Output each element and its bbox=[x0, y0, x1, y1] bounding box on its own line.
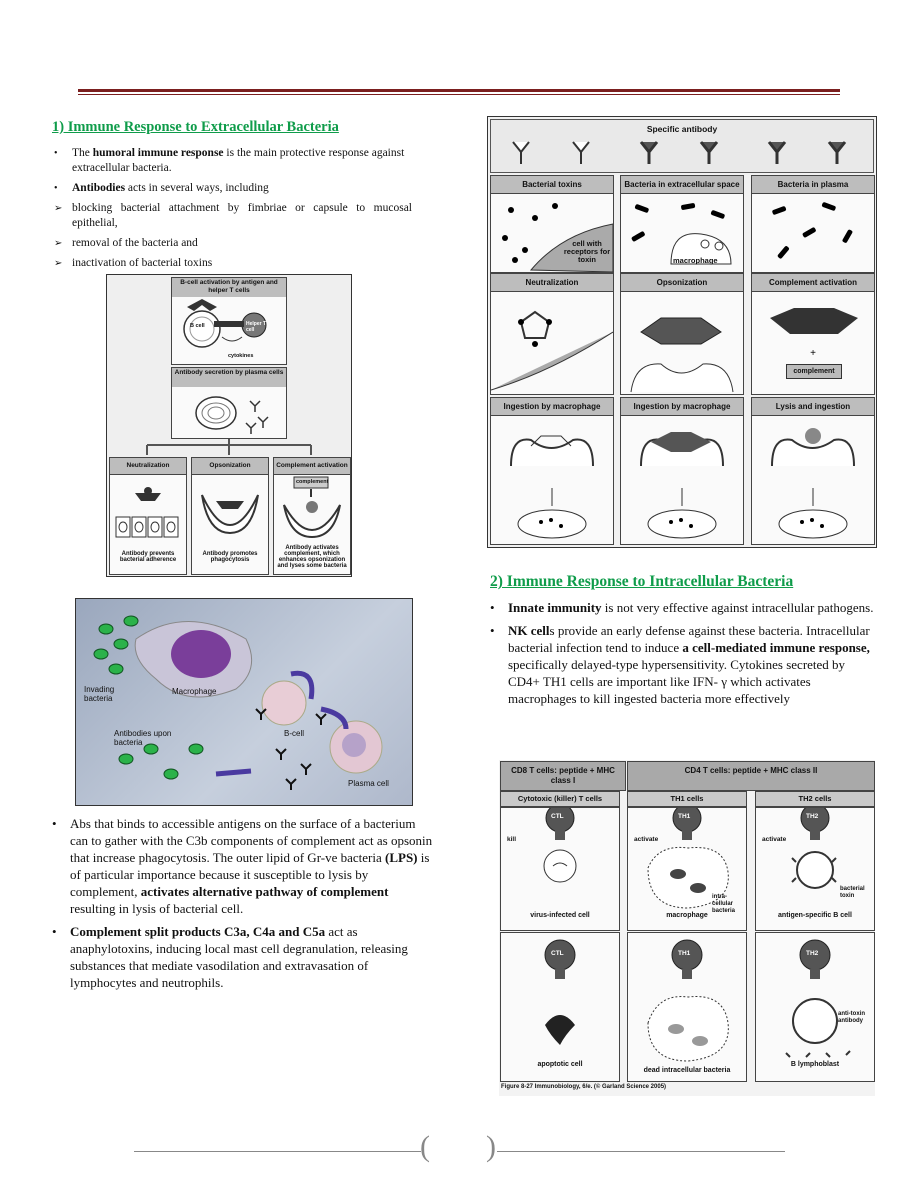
ab-cell-art bbox=[621, 416, 743, 544]
ab-cell-header: Ingestion by macrophage bbox=[491, 398, 613, 416]
ab-cell-header: Bacteria in plasma bbox=[752, 176, 874, 194]
cd4-group-box bbox=[627, 761, 875, 791]
tcell-col-header: Cytotoxic (killer) T cells bbox=[500, 791, 620, 807]
bold-text: NK cell bbox=[508, 623, 550, 638]
bcell-column-caption: Antibody activates complement, which enhances opsonization and lyses some bacteria bbox=[277, 545, 347, 569]
specific-antibody-label: Specific antibody bbox=[646, 124, 718, 134]
bold-text: a cell-mediated immune response, bbox=[682, 640, 870, 655]
bullet-text-pre: removal of the bacteria and bbox=[72, 237, 198, 249]
complement-box-label: complement bbox=[296, 479, 329, 485]
tcell-figure bbox=[499, 760, 875, 1096]
bullet-marker: • bbox=[54, 183, 58, 194]
ab-cell-header: Ingestion by macrophage bbox=[621, 398, 743, 416]
tcell-type-label: TH2 bbox=[806, 813, 819, 820]
text-run: act as anaphylotoxins, inducing local mast cell degranulation, releasing substances that mediate vasodilation and extravasation of lymphocytes and neutrophils. bbox=[70, 924, 408, 990]
b-cell-photo-label: B-cell bbox=[284, 729, 305, 738]
footer-line-left bbox=[134, 1151, 421, 1152]
bcell-column-header: Complement activation bbox=[274, 458, 350, 475]
b-cell-label: B cell bbox=[190, 323, 205, 329]
bcell-column-header: Opsonization bbox=[192, 458, 268, 475]
ab-cell-art bbox=[491, 292, 613, 394]
tcell-type-label: TH1 bbox=[678, 813, 691, 820]
section1-bullet bbox=[52, 146, 412, 176]
bullet-marker: • bbox=[52, 924, 57, 939]
bullet-marker: ➢ bbox=[54, 258, 63, 269]
tcell-top-panel bbox=[755, 807, 875, 931]
bold-text: activates alternative pathway of complement bbox=[140, 884, 389, 899]
bullet-marker: ➢ bbox=[54, 203, 63, 214]
section1-bullet bbox=[52, 181, 412, 196]
bullet-text-pre: The bbox=[72, 147, 93, 159]
tcell-col-header: TH1 cells bbox=[627, 791, 747, 807]
section2-text bbox=[488, 599, 880, 713]
ab-cell-art bbox=[491, 416, 613, 544]
activate-label: activate bbox=[762, 836, 787, 843]
bold-text: (LPS) bbox=[385, 850, 418, 865]
text-run: specifically delayed-type hypersensitivity. Cytokines secreted by CD4+ TH1 cells are important like IFN- γ which activates macrophages to kill ingested bacteria more effectively bbox=[508, 657, 846, 706]
text-run: Abs that binds to accessible antigens on the surface of a bacterium can to gather with the C3b components of complement act as opsonin that increase phagocytosis. The outer lipid of Gr-ve bacteria bbox=[70, 816, 433, 865]
footer-left-bracket: ( bbox=[420, 1130, 430, 1163]
bcell-activation-header: B-cell activation by antigen and helper T cells bbox=[172, 278, 286, 298]
tcell-bottom-caption: apoptotic cell bbox=[537, 1061, 583, 1068]
branch-arrows bbox=[107, 439, 351, 457]
svg-text:+: + bbox=[810, 348, 816, 359]
tcell-type-label: TH1 bbox=[678, 950, 691, 957]
ab-cell-body bbox=[491, 292, 613, 394]
antibody-functions-figure bbox=[487, 116, 877, 548]
bcell-column-body bbox=[110, 475, 186, 574]
ab-cell-art bbox=[752, 416, 874, 544]
bcell-column-0 bbox=[109, 457, 187, 575]
bcell-column-body bbox=[192, 475, 268, 574]
ab-cell-art bbox=[621, 292, 743, 394]
macrophage-label: macrophage bbox=[673, 256, 718, 265]
ab-cell-art bbox=[752, 194, 874, 272]
ab-cell-body bbox=[621, 194, 743, 272]
ab-cell-header: Opsonization bbox=[621, 274, 743, 292]
cd4-group-label: CD4 T cells: peptide + MHC class II bbox=[684, 766, 818, 775]
bullet-text-post: is the main protective response against extracellular bacteria. bbox=[72, 147, 405, 174]
ab-cell-header: Lysis and ingestion bbox=[752, 398, 874, 416]
antibody-secretion-header: Antibody secretion by plasma cells bbox=[172, 368, 286, 388]
tcell-bottom-caption: B lymphoblast bbox=[790, 1061, 840, 1068]
ab-cell-row2-0 bbox=[490, 273, 614, 395]
cd8-group-label: CD8 T cells: peptide + MHC class I bbox=[511, 766, 615, 785]
bcell-column-caption: Antibody promotes phagocytosis bbox=[202, 551, 258, 563]
text-run: resulting in lysis of bacterial cell. bbox=[70, 901, 244, 916]
ab-cell-row2-1 bbox=[620, 273, 744, 395]
ab-cell-header: Bacteria in extracellular space bbox=[621, 176, 743, 194]
complement-box: complement bbox=[786, 364, 842, 379]
tcell-top-caption: macrophage bbox=[666, 912, 708, 919]
text-run: is of particular importance because it susceptible to lysis by complement, bbox=[70, 850, 430, 899]
text-run: s provide an early defense against these bacteria. Intracellular bacterial infection tend to induce bbox=[508, 623, 870, 655]
text-run: is not very effective against intracellular pathogens. bbox=[601, 600, 874, 615]
ab-cell-body bbox=[621, 416, 743, 544]
intracellular-bacteria-label: intra-cellular bacteria bbox=[712, 894, 736, 914]
bcell-column-art bbox=[274, 475, 350, 545]
plasma-cell-label: Plasma cell bbox=[348, 779, 389, 788]
macrophage-label: Macrophage bbox=[172, 687, 217, 696]
bullet-text-post: acts in several ways, including bbox=[125, 182, 269, 194]
tcell-type-label: TH2 bbox=[806, 950, 819, 957]
section2-title: 2) Immune Response to Intracellular Bacteria bbox=[490, 573, 794, 590]
bcell-column-caption: Antibody prevents bacterial adherence bbox=[119, 551, 177, 563]
section1-bullet bbox=[52, 236, 412, 251]
helper-t-label: Helper T cell bbox=[246, 321, 267, 333]
section1-bullet bbox=[52, 201, 412, 231]
tcell-bottom-panel bbox=[755, 932, 875, 1082]
tcell-top-caption: virus-infected cell bbox=[530, 912, 590, 919]
figure-caption: Figure 8-27 Immunobiology, 6/e. (© Garland Science 2005) bbox=[501, 1084, 667, 1090]
bcell-column-body bbox=[274, 475, 350, 574]
antibody-secretion-box bbox=[171, 367, 287, 439]
bcell-activation-figure bbox=[106, 274, 352, 577]
ab-cell-body bbox=[491, 416, 613, 544]
ab-cell-header: Bacterial toxins bbox=[491, 176, 613, 194]
ab-cell-row3-2 bbox=[751, 397, 875, 545]
left-bottom-text bbox=[50, 815, 436, 997]
bullet-marker: • bbox=[490, 623, 495, 638]
bullet-text-bold: Antibodies bbox=[72, 182, 126, 194]
ab-cell-row3-0 bbox=[490, 397, 614, 545]
bullet-text-pre: inactivation of bacterial toxins bbox=[72, 257, 213, 269]
bcell-column-art bbox=[110, 475, 186, 545]
bullet-marker: ➢ bbox=[54, 238, 63, 249]
ab-cell-row3-1 bbox=[620, 397, 744, 545]
ab-cell-row1-1 bbox=[620, 175, 744, 273]
header-rule bbox=[78, 89, 840, 92]
bacteria-photo-figure bbox=[75, 598, 413, 806]
section1-title: 1) Immune Response to Extracellular Bacteria bbox=[52, 119, 339, 135]
section2-bullet bbox=[488, 622, 880, 707]
ab-cell-body bbox=[621, 292, 743, 394]
tcell-top-caption: antigen-specific B cell bbox=[778, 912, 852, 919]
ab-cell-body bbox=[752, 416, 874, 544]
antibody-icons bbox=[491, 138, 873, 168]
bacterial-toxin-label: bacterial toxin bbox=[840, 886, 865, 899]
bullet-marker: • bbox=[54, 148, 58, 159]
bullet-text-bold: humoral immune response bbox=[92, 147, 224, 159]
specific-antibody-box bbox=[490, 119, 874, 173]
bcell-column-2 bbox=[273, 457, 351, 575]
ab-cell-header: Complement activation bbox=[752, 274, 874, 292]
invading-bacteria-label: Invading bacteria bbox=[84, 685, 115, 703]
anti-toxin-label: anti-toxin antibody bbox=[838, 1011, 865, 1024]
ab-cell-body bbox=[752, 292, 874, 394]
bullet-text-pre: blocking bacterial attachment by fimbriae or capsule to mucosal epithelial, bbox=[72, 202, 412, 229]
tcell-type-label: CTL bbox=[551, 813, 564, 820]
bold-text: Complement split products C3a, C4a and C5a bbox=[70, 924, 326, 939]
left_bottom-bullet bbox=[50, 815, 436, 917]
header-rule-thin bbox=[78, 94, 840, 95]
bullet-marker: • bbox=[490, 600, 495, 615]
cytokines-label: cytokines bbox=[228, 353, 254, 359]
section1-bullet bbox=[52, 256, 412, 271]
bcell-column-1 bbox=[191, 457, 269, 575]
ab-cell-body bbox=[491, 194, 613, 272]
bcell-column-art bbox=[192, 475, 268, 545]
cd8-group-box bbox=[500, 761, 626, 791]
bcell-activation-box bbox=[171, 277, 287, 365]
footer-line-right bbox=[497, 1151, 785, 1152]
tcell-bottom-panel bbox=[500, 932, 620, 1082]
bold-text: Innate immunity bbox=[508, 600, 602, 615]
tcell-bottom-caption: dead intracellular bacteria bbox=[643, 1067, 731, 1074]
bullet-marker: • bbox=[52, 816, 57, 831]
plasma-cell-icon bbox=[172, 387, 286, 437]
tcell-top-panel bbox=[627, 807, 747, 931]
ab-cell-row1-0 bbox=[490, 175, 614, 273]
ab-cell-row1-2 bbox=[751, 175, 875, 273]
tcell-top-panel bbox=[500, 807, 620, 931]
ab-cell-row2-2 bbox=[751, 273, 875, 395]
ab-cell-body bbox=[752, 194, 874, 272]
cell-receptor-label: cell with receptors for toxin bbox=[563, 239, 611, 264]
kill-label: kill bbox=[507, 836, 517, 843]
antibodies-label: Antibodies upon bacteria bbox=[114, 729, 172, 747]
activate-label: activate bbox=[634, 836, 659, 843]
footer-right-bracket: ) bbox=[486, 1130, 496, 1163]
tcell-bottom-panel bbox=[627, 932, 747, 1082]
section2-bullet bbox=[488, 599, 880, 616]
section1-bullets bbox=[52, 146, 412, 276]
tcell-col-header: TH2 cells bbox=[755, 791, 875, 807]
left_bottom-bullet bbox=[50, 923, 436, 991]
ab-cell-header: Neutralization bbox=[491, 274, 613, 292]
tcell-type-label: CTL bbox=[551, 950, 564, 957]
bcell-column-header: Neutralization bbox=[110, 458, 186, 475]
